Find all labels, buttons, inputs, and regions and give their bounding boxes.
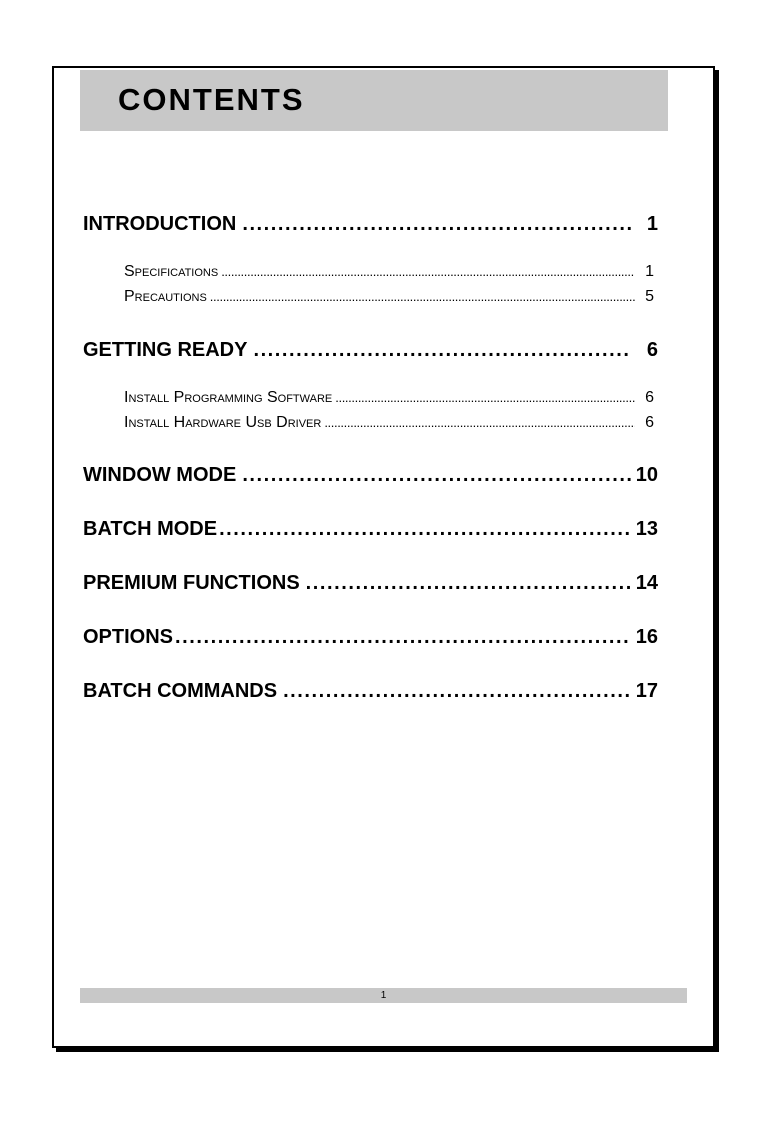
dot-leader: [242, 212, 631, 236]
toc-entry-specifications[interactable]: [124, 262, 654, 282]
toc-page-number: 6: [645, 414, 654, 431]
toc-label: Install Hardware Usb Driver: [124, 414, 322, 431]
toc-label: OPTIONS: [83, 626, 174, 648]
toc-page-number: 14: [635, 572, 658, 594]
toc-label: BATCH MODE: [83, 518, 218, 540]
toc-entry-introduction[interactable]: [83, 212, 658, 236]
toc-page-number: 6: [646, 339, 658, 361]
dot-leader: [253, 338, 631, 362]
footer-band: [80, 988, 687, 1003]
toc-label: INTRODUCTION: [83, 213, 237, 235]
dot-leader: [221, 262, 635, 282]
toc-entry-options[interactable]: [83, 625, 658, 649]
toc-page-number: 17: [635, 680, 658, 702]
dot-leader: [335, 388, 635, 408]
dot-leader: [219, 517, 631, 541]
toc-entry-batch-commands[interactable]: [83, 679, 658, 703]
toc-entry-precautions[interactable]: [124, 287, 654, 307]
toc-label: PREMIUM FUNCTIONS: [83, 572, 300, 594]
toc-entry-premium-functions[interactable]: [83, 571, 658, 595]
toc-entry-batch-mode[interactable]: [83, 517, 658, 541]
toc-page-number: 1: [646, 213, 658, 235]
footer-page-number: 1: [380, 990, 387, 1001]
dot-leader: [283, 679, 631, 703]
toc-page-number: 13: [635, 518, 658, 540]
toc-label: Specifications: [124, 263, 219, 280]
dot-leader: [306, 571, 631, 595]
dot-leader: [242, 463, 631, 487]
toc-label: GETTING READY: [83, 339, 248, 361]
toc-entry-install-driver[interactable]: [124, 413, 654, 433]
toc-label: BATCH COMMANDS: [83, 680, 278, 702]
toc-label: Precautions: [124, 288, 207, 305]
dot-leader: [210, 287, 635, 307]
toc-page-number: 10: [635, 464, 658, 486]
toc-label: Install Programming Software: [124, 389, 333, 406]
toc-label: WINDOW MODE: [83, 464, 237, 486]
toc-page-number: 5: [645, 288, 654, 305]
toc-page-number: 1: [645, 263, 654, 280]
toc-page-number: 16: [635, 626, 658, 648]
toc-entry-getting-ready[interactable]: [83, 338, 658, 362]
toc-entry-install-software[interactable]: [124, 388, 654, 408]
toc-page-number: 6: [645, 389, 654, 406]
page-title: CONTENTS: [118, 82, 305, 117]
toc-entry-window-mode[interactable]: [83, 463, 658, 487]
dot-leader: [175, 625, 631, 649]
dot-leader: [324, 413, 635, 433]
title-band: [80, 70, 668, 131]
